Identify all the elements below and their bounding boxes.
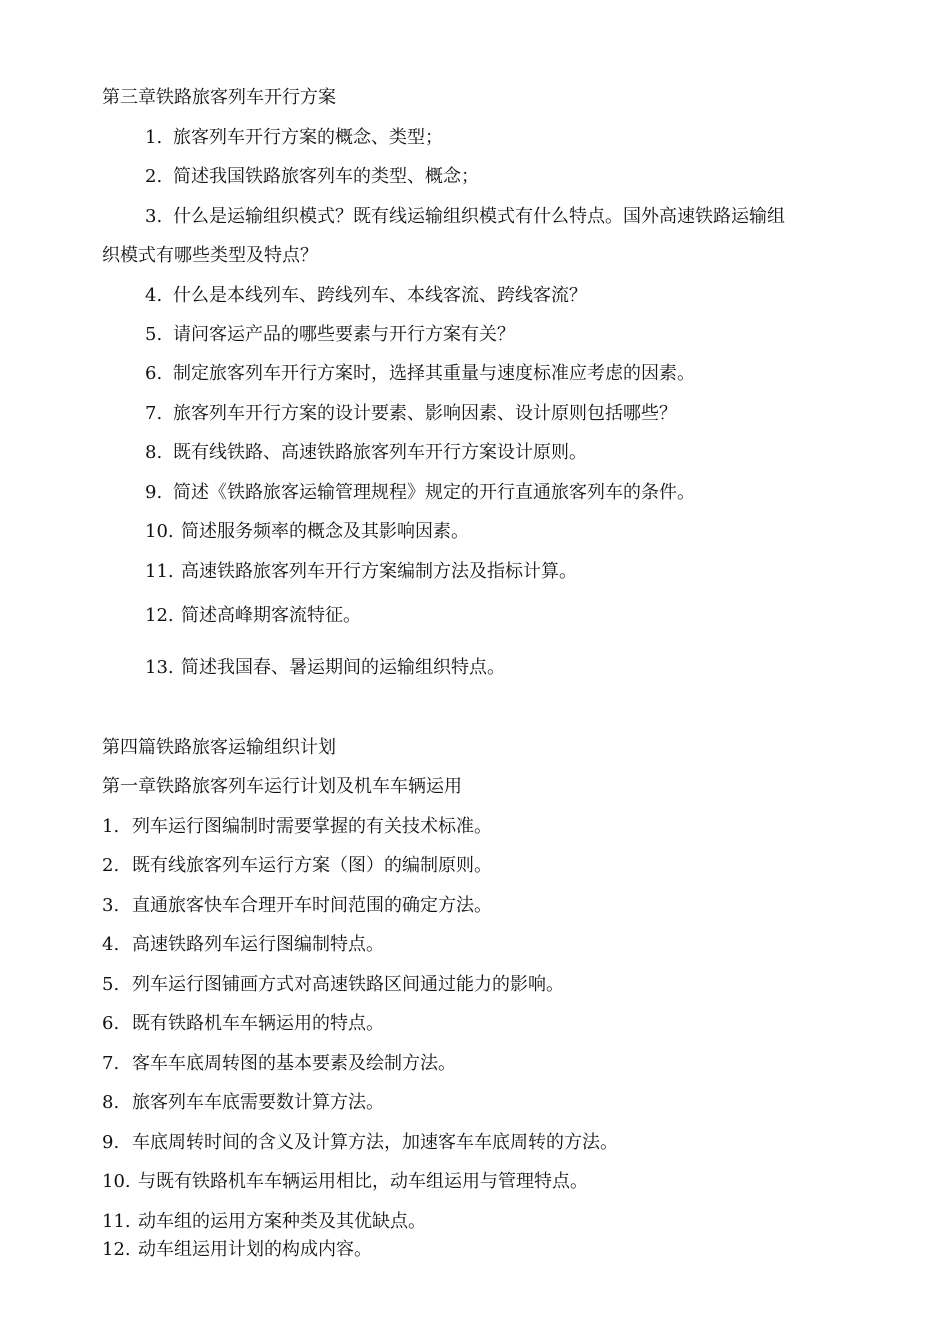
item-text: 旅客列车开行方案的设计要素、影响因素、设计原则包括哪些？ [173,403,677,424]
item-text: 高速铁路旅客列车开行方案编制方法及指标计算。 [181,561,577,582]
item-number: 9. [145,482,163,503]
item-number: 12. [102,1239,131,1260]
chapter1-item-4 [102,933,384,957]
chapter3-item-3-continuation: 织模式有哪些类型及特点？ [102,245,318,266]
item-text: 既有铁路机车车辆运用的特点。 [132,1013,384,1034]
chapter3-item-6 [145,362,695,386]
item-text: 简述我国春、暑运期间的运输组织特点。 [181,657,505,678]
chapter3-item-2 [145,165,479,189]
item-text: 高速铁路列车运行图编制特点。 [132,934,384,955]
chapter1-title: 第一章铁路旅客列车运行计划及机车车辆运用 [102,776,462,797]
item-number: 3. [145,206,163,227]
item-number: 10. [102,1171,131,1192]
chapter1-item-9 [102,1131,618,1155]
item-number: 1. [145,127,163,148]
item-text: 简述服务频率的概念及其影响因素。 [181,521,469,542]
chapter1-item-2 [102,854,492,878]
item-text: 客车车底周转图的基本要素及绘制方法。 [132,1053,456,1074]
chapter3-item-3 [145,205,785,229]
item-text: 车底周转时间的含义及计算方法，加速客车车底周转的方法。 [132,1132,618,1153]
item-text: 旅客列车车底需要数计算方法。 [132,1092,384,1113]
chapter3-item-12 [145,604,361,628]
item-number: 13. [145,657,174,678]
item-number: 12. [145,605,174,626]
item-number: 10. [145,521,174,542]
chapter1-item-10 [102,1170,588,1194]
item-text: 简述我国铁路旅客列车的类型、概念； [173,166,479,187]
item-number: 8. [145,442,163,463]
chapter1-item-7 [102,1052,456,1076]
item-text: 动车组运用计划的构成内容。 [138,1239,372,1260]
chapter1-item-11 [102,1210,426,1234]
chapter3-item-10 [145,520,469,544]
item-text: 直通旅客快车合理开车时间范围的确定方法。 [132,895,492,916]
chapter3-item-13 [145,656,505,680]
chapter3-item-9 [145,481,695,505]
chapter1-item-1 [102,815,492,839]
chapter1-item-5 [102,973,564,997]
item-number: 4. [102,934,120,955]
item-number: 6. [145,363,163,384]
item-number: 1. [102,816,120,837]
item-number: 9. [102,1132,120,1153]
chapter3-item-5 [145,323,515,347]
item-number: 5. [102,974,120,995]
item-number: 7. [145,403,163,424]
item-number: 7. [102,1053,120,1074]
part4-title: 第四篇铁路旅客运输组织计划 [102,737,336,758]
chapter3-item-11 [145,560,577,584]
chapter3-item-4 [145,284,587,308]
item-number: 2. [102,855,120,876]
chapter3-title: 第三章铁路旅客列车开行方案 [102,87,336,108]
item-text: 什么是本线列车、跨线列车、本线客流、跨线客流？ [173,285,587,306]
chapter3-item-8 [145,441,587,465]
chapter1-item-12 [102,1238,372,1262]
item-text: 既有线旅客列车运行方案（图）的编制原则。 [132,855,492,876]
item-number: 11. [102,1211,131,1232]
item-text: 旅客列车开行方案的概念、类型； [173,127,443,148]
item-text: 什么是运输组织模式？既有线运输组织模式有什么特点。国外高速铁路运输组 [173,206,785,227]
item-text: 既有线铁路、高速铁路旅客列车开行方案设计原则。 [173,442,587,463]
item-text: 请问客运产品的哪些要素与开行方案有关？ [173,324,515,345]
item-text: 动车组的运用方案种类及其优缺点。 [138,1211,426,1232]
item-number: 11. [145,561,174,582]
item-text: 列车运行图编制时需要掌握的有关技术标准。 [132,816,492,837]
chapter3-item-7 [145,402,677,426]
item-number: 8. [102,1092,120,1113]
item-number: 6. [102,1013,120,1034]
item-text: 简述高峰期客流特征。 [181,605,361,626]
item-number: 2. [145,166,163,187]
chapter1-item-3 [102,894,492,918]
item-text: 列车运行图铺画方式对高速铁路区间通过能力的影响。 [132,974,564,995]
chapter1-item-6 [102,1012,384,1036]
chapter3-item-1 [145,126,443,150]
item-number: 3. [102,895,120,916]
item-number: 5. [145,324,163,345]
item-text: 简述《铁路旅客运输管理规程》规定的开行直通旅客列车的条件。 [173,482,695,503]
chapter1-item-8 [102,1091,384,1115]
item-text: 制定旅客列车开行方案时，选择其重量与速度标准应考虑的因素。 [173,363,695,384]
item-number: 4. [145,285,163,306]
item-text: 与既有铁路机车车辆运用相比，动车组运用与管理特点。 [138,1171,588,1192]
